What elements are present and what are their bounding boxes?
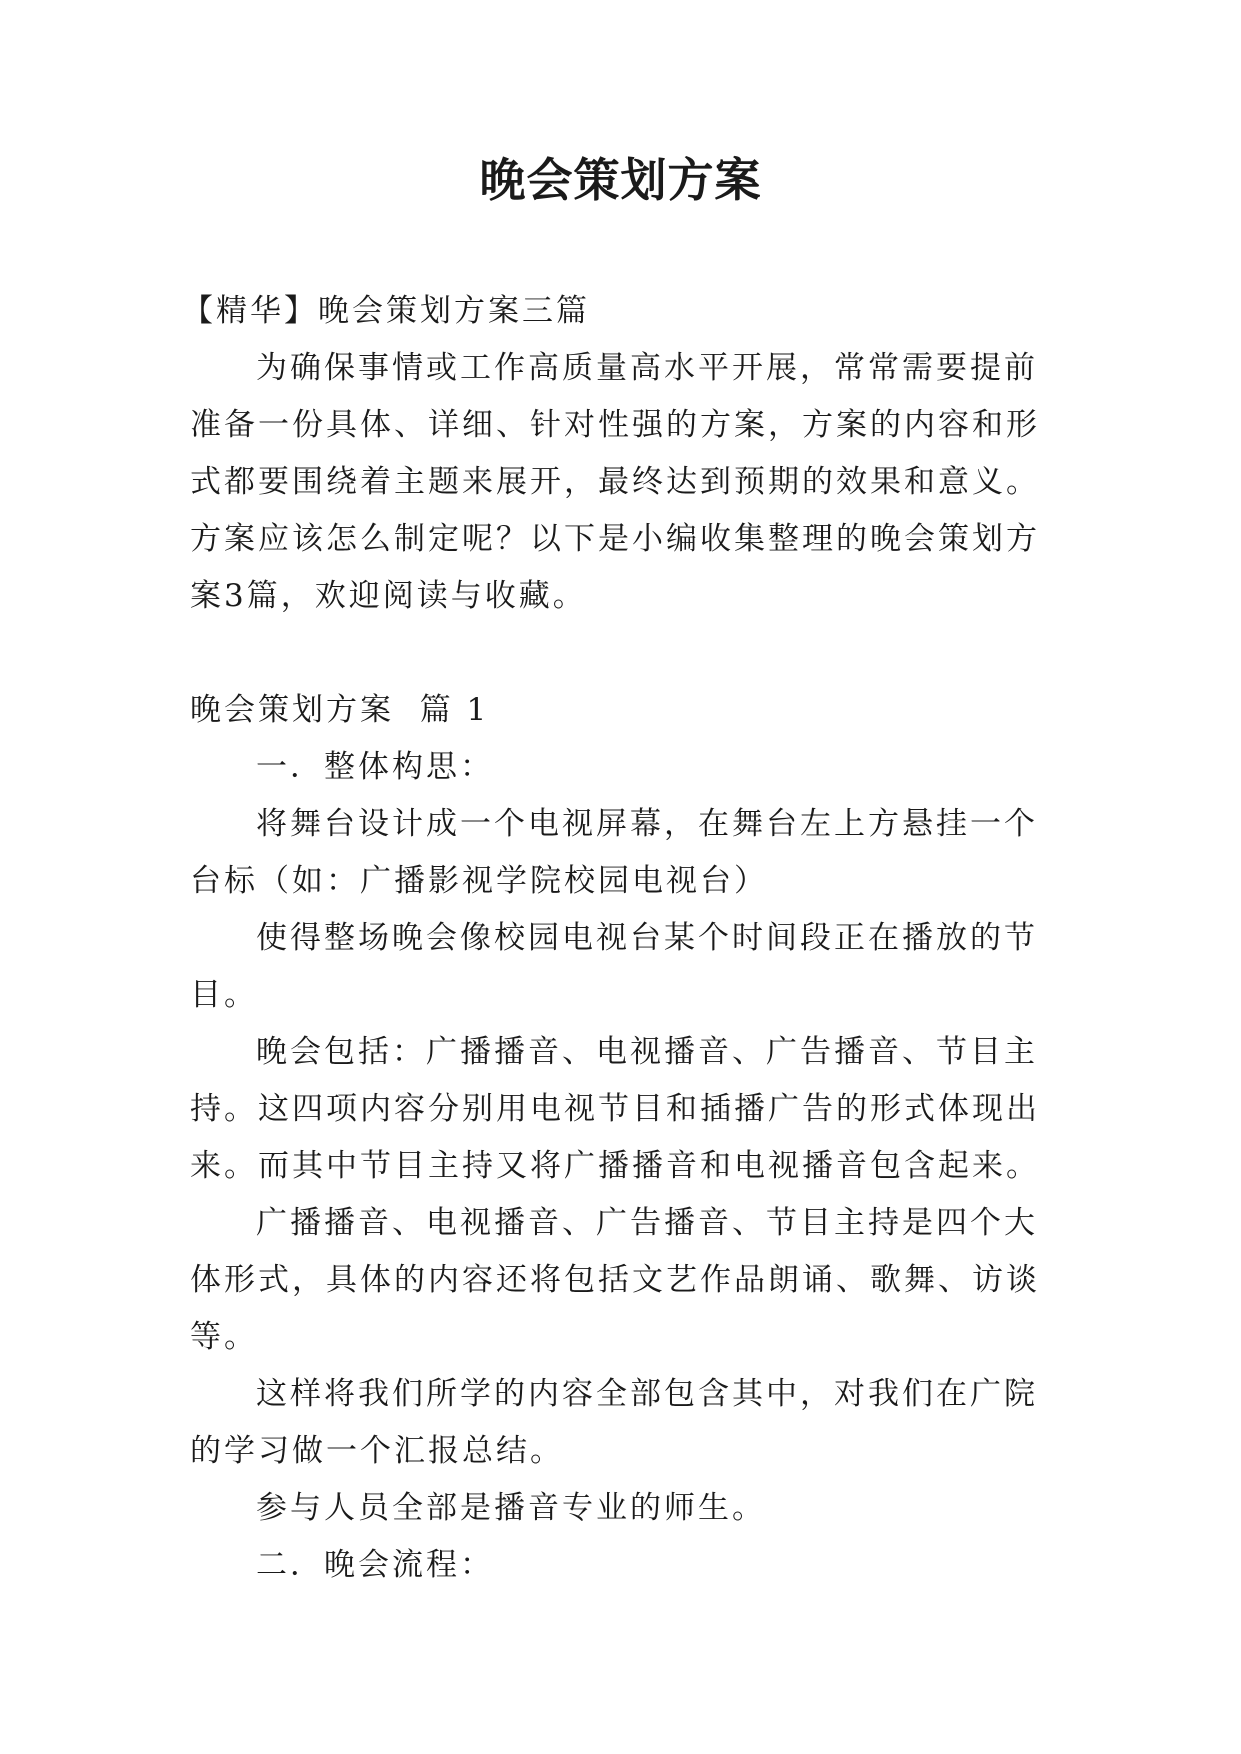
paragraph-gala-content: 晚会包括：广播播音、电视播音、广告播音、节目主持。这四项内容分别用电视节目和插播广告的形式体现出来。而其中节目主持又将广播播音和电视播音包含起来。 xyxy=(190,1034,1040,1184)
paragraph-summary: 这样将我们所学的内容全部包含其中，对我们在广院的学习做一个汇报总结。 xyxy=(190,1376,1038,1469)
document-body xyxy=(182,283,1060,1594)
paragraph-gala-process-heading: 二．晚会流程： xyxy=(256,1547,494,1583)
document-title: 晚会策划方案 xyxy=(479,153,762,207)
paragraph-forms: 广播播音、电视播音、广告播音、节目主持是四个大体形式，具体的内容还将包括文艺作品朗诵、歌舞、访谈等。 xyxy=(190,1205,1040,1355)
intro-paragraph: 为确保事情或工作高质量高水平开展，常常需要提前准备一份具体、详细、针对性强的方案，方案的内容和形式都要围绕着主题来展开，最终达到预期的效果和意义。方案应该怎么制定呢？以下是小编收集整理的晚会策划方案3篇，欢迎阅读与收藏。 xyxy=(190,350,1040,614)
paragraph-stage-design: 将舞台设计成一个电视屏幕，在舞台左上方悬挂一个台标（如：广播影视学院校园电视台） xyxy=(190,806,1038,899)
spacer xyxy=(190,625,1060,682)
paragraph-overall-concept-heading: 一．整体构思： xyxy=(256,749,494,785)
document-subtitle: 【精华】晚会策划方案三篇 xyxy=(182,293,590,329)
section-heading: 晚会策划方案 篇 1 xyxy=(190,692,490,728)
paragraph-participants: 参与人员全部是播音专业的师生。 xyxy=(256,1490,766,1526)
paragraph-tv-program: 使得整场晚会像校园电视台某个时间段正在播放的节目。 xyxy=(190,920,1038,1013)
